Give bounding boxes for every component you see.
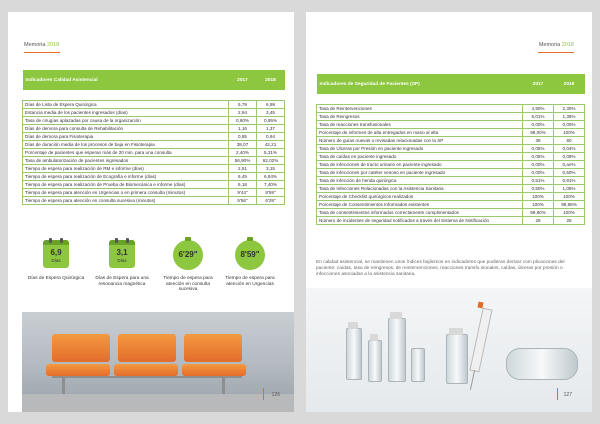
value-2017: 5,01% (523, 113, 554, 121)
table-row (317, 209, 585, 217)
table-row (317, 137, 585, 145)
table-row (23, 101, 285, 109)
indicator-name: Número de guías nuevas o revisadas relacionadas con la SP (317, 137, 523, 145)
value-2017: 100% (523, 201, 554, 209)
table-row (23, 173, 285, 181)
table-header-2018: 2018 (554, 74, 585, 94)
value-2018: 60 (554, 137, 585, 145)
value-2018: 6,99 (257, 101, 285, 109)
stopwatch-icon (235, 240, 265, 270)
indicator-name: Tasa de infecciones por catéter venoso en paciente ingresado (317, 169, 523, 177)
right-page-header: Memoria 2018 (538, 42, 574, 48)
left-page-header: Memoria 2018 (24, 42, 60, 48)
table-row (23, 197, 285, 205)
value-2018: 5,31% (257, 149, 285, 157)
kpi-label: Tiempo de espera para atención en Urgencias (225, 276, 275, 287)
page-number: 127 (563, 392, 572, 398)
indicator-name: Tasa de consentimientos informados correctamente cumplimentados (317, 209, 523, 217)
page-number: 126 (271, 392, 280, 398)
medical-vials-photo (306, 288, 592, 412)
table-row (23, 141, 285, 149)
kpi-unit: Días (51, 258, 61, 263)
value-2018: 42,21 (257, 141, 285, 149)
kpi-value: 6'29" (178, 250, 198, 259)
value-2018: 28 (554, 217, 585, 225)
value-2017: 0,05% (523, 153, 554, 161)
indicator-name: Tasa de Úlceras por Presión en paciente ingresado (317, 145, 523, 153)
left-page (8, 12, 294, 412)
indicator-name: Tasa de Reingresos (317, 113, 523, 121)
table-header-row (317, 74, 585, 94)
table-header-indicator: Indicadores de Seguridad de Pacientes (SP) (317, 74, 523, 94)
indicator-name: Tasa de infección de herida quirúrgica (317, 177, 523, 185)
kpi-label: Días de Espera Quirúrgica (27, 276, 85, 281)
indicator-name: Tiempo de espera para realización de Prueba de Biomecánica e informe (días) (23, 181, 229, 189)
value-2017: 6,18 (229, 181, 257, 189)
table-row (23, 117, 285, 125)
kpi-label: Días de Espera para una resonancia magnética (95, 276, 149, 287)
calendar-icon (109, 240, 135, 268)
value-2018: 100% (554, 209, 585, 217)
value-2017: 0,05% (523, 145, 554, 153)
value-2017: 56,90% (229, 157, 257, 165)
value-2018: 3,15 (257, 165, 285, 173)
right-header-rule (538, 52, 574, 53)
indicator-name: Tiempo de espera para atención en Urgencias o en primera consulta (minutos) (23, 189, 229, 197)
indicator-name: Número de incidentes de seguridad notificados a través del Sistema de Notificación (317, 217, 523, 225)
indicator-name: Días de demora para Fisioterapia (23, 133, 229, 141)
indicator-name: Porcentaje de Consentimientos Informados existentes (317, 201, 523, 209)
table-row (23, 189, 285, 197)
value-2018: 0,ao% (554, 161, 585, 169)
table-header-row (23, 70, 285, 90)
table-row (317, 145, 585, 153)
table-row (317, 121, 585, 129)
value-2017: 6,49 (229, 173, 257, 181)
value-2017: 0,00% (523, 121, 554, 129)
table-row (317, 217, 585, 225)
indicator-name: Tasa de reacciones transfusionales (317, 121, 523, 129)
indicator-name: Tiempo de espera para atención en consulta sucesiva (minutos) (23, 197, 229, 205)
value-2017: 39 (523, 137, 554, 145)
quality-indicators-table (22, 70, 285, 205)
indicator-name: Tasa de Infecciones Relacionadas con la Asistencia Sanitaria (317, 185, 523, 193)
table-row (23, 181, 285, 189)
table-row (317, 129, 585, 137)
value-2017: 0,51% (523, 177, 554, 185)
value-2017: 5'56" (229, 197, 257, 205)
value-2017: 28 (523, 217, 554, 225)
table-row (317, 105, 585, 113)
value-2018: 0,50% (554, 169, 585, 177)
value-2018: 0,00% (554, 121, 585, 129)
value-2018: 0,95% (257, 117, 285, 125)
table-row (317, 177, 585, 185)
indicator-name: Días de demora para consulta de Rehabilitación (23, 125, 229, 133)
table-row (23, 157, 285, 165)
value-2017: 0,00% (523, 169, 554, 177)
value-2017: 5,79 (229, 101, 257, 109)
table-header-2017: 2017 (229, 70, 257, 90)
value-2017: 0,60% (229, 117, 257, 125)
value-2018: 62,02% (257, 157, 285, 165)
value-2017: 2,40% (229, 149, 257, 157)
value-2018: 8'59" (257, 189, 285, 197)
table-header-2017: 2017 (523, 74, 554, 94)
kpi-value: 6,9 (50, 248, 62, 257)
table-row (317, 201, 585, 209)
table-row (317, 169, 585, 177)
indicator-name: Días de duración media de los procesos de baja en Fisioterapia (23, 141, 229, 149)
indicator-name: Tasa de infecciones de tracto urinario en paciente ingresado (317, 161, 523, 169)
indicator-name: Tasa de Reintervenciones (317, 105, 523, 113)
summary-paragraph: En calidad asistencial, se mantienen unos índices bajísimos en indicadores que pudieran derivar com plicaciones del paciente: caídas, tasa de reingresos, de reintervenciones, reacciones transfu sionales, caídas, úlceras por presión o infecciones asociadas a la asistencia sanitaria. (316, 260, 565, 277)
value-2018: 99,88% (554, 201, 585, 209)
table-row (317, 113, 585, 121)
value-2017: 2,94 (229, 109, 257, 117)
table-row (23, 149, 285, 157)
table-header-indicator: Indicadores Calidad Asistencial (23, 70, 229, 90)
value-2017: 100% (523, 193, 554, 201)
value-2017: 99,80% (523, 209, 554, 217)
value-2018: 1,05% (554, 185, 585, 193)
value-2017: 38,07 (229, 141, 257, 149)
indicator-name: Porcentaje de Checklist quirúrgicos realizados (317, 193, 523, 201)
value-2018: 7,40% (257, 181, 285, 189)
table-row (317, 153, 585, 161)
table-row (317, 193, 585, 201)
kpi-label: Tiempo de espera para atención en consulta sucesiva (163, 276, 213, 293)
value-2018: 3,45 (257, 109, 285, 117)
value-2017: 98,00% (523, 129, 554, 137)
table-row (23, 109, 285, 117)
indicator-name: Tiempo de espera para realización de RM e informe (días) (23, 165, 229, 173)
indicator-name: Estancia media de los pacientes ingresados (días) (23, 109, 229, 117)
value-2017: 9'44" (229, 189, 257, 197)
left-header-rule (24, 52, 60, 53)
stopwatch-icon (173, 240, 203, 270)
value-2017: 0,50% (523, 185, 554, 193)
page-number-rule (263, 388, 264, 400)
value-2018: 0,04% (554, 145, 585, 153)
value-2018: 0,91% (554, 177, 585, 185)
indicator-name: Días de Lista de Espera Quirúrgica (23, 101, 229, 109)
value-2018: 6,84% (257, 173, 285, 181)
value-2018: 1,36% (554, 113, 585, 121)
indicator-name: Tiempo de espera para realización de Ecografía e informe (días) (23, 173, 229, 181)
value-2018: 2,30% (554, 105, 585, 113)
table-row (23, 125, 285, 133)
indicator-name: Porcentaje de pacientes que esperan más de 20 min. para una consulta (23, 149, 229, 157)
table-row (23, 133, 285, 141)
value-2017: 4,90% (523, 105, 554, 113)
kpi-unit: Días (117, 258, 127, 263)
kpi-cards (8, 240, 294, 320)
table-row (23, 165, 285, 173)
value-2017: 1,16 (229, 125, 257, 133)
value-2018: 100% (554, 193, 585, 201)
table-row (317, 185, 585, 193)
value-2017: 2,51 (229, 165, 257, 173)
value-2018: 6'29" (257, 197, 285, 205)
table-header-2018: 2018 (257, 70, 285, 90)
value-2018: 0,09% (554, 153, 585, 161)
table-row (317, 161, 585, 169)
indicator-name: Tasa de ambulatorización de pacientes ingresados (23, 157, 229, 165)
indicator-name: Porcentaje de informes de alta entregados en mano al alta (317, 129, 523, 137)
waiting-room-photo (22, 312, 294, 412)
value-2018: 0,94 (257, 133, 285, 141)
indicator-name: Tasa de cirugías aplazadas por causa de la organización (23, 117, 229, 125)
value-2018: 100% (554, 129, 585, 137)
kpi-value: 3,1 (116, 248, 128, 257)
value-2017: 0,00% (523, 161, 554, 169)
right-page (306, 12, 592, 412)
page-number-rule (557, 388, 558, 400)
calendar-icon (43, 240, 69, 268)
value-2017: 0,85 (229, 133, 257, 141)
patient-safety-table (316, 74, 585, 225)
value-2018: 1,37 (257, 125, 285, 133)
kpi-value: 8'59" (240, 250, 260, 259)
indicator-name: Tasa de caídas en paciente ingresado (317, 153, 523, 161)
